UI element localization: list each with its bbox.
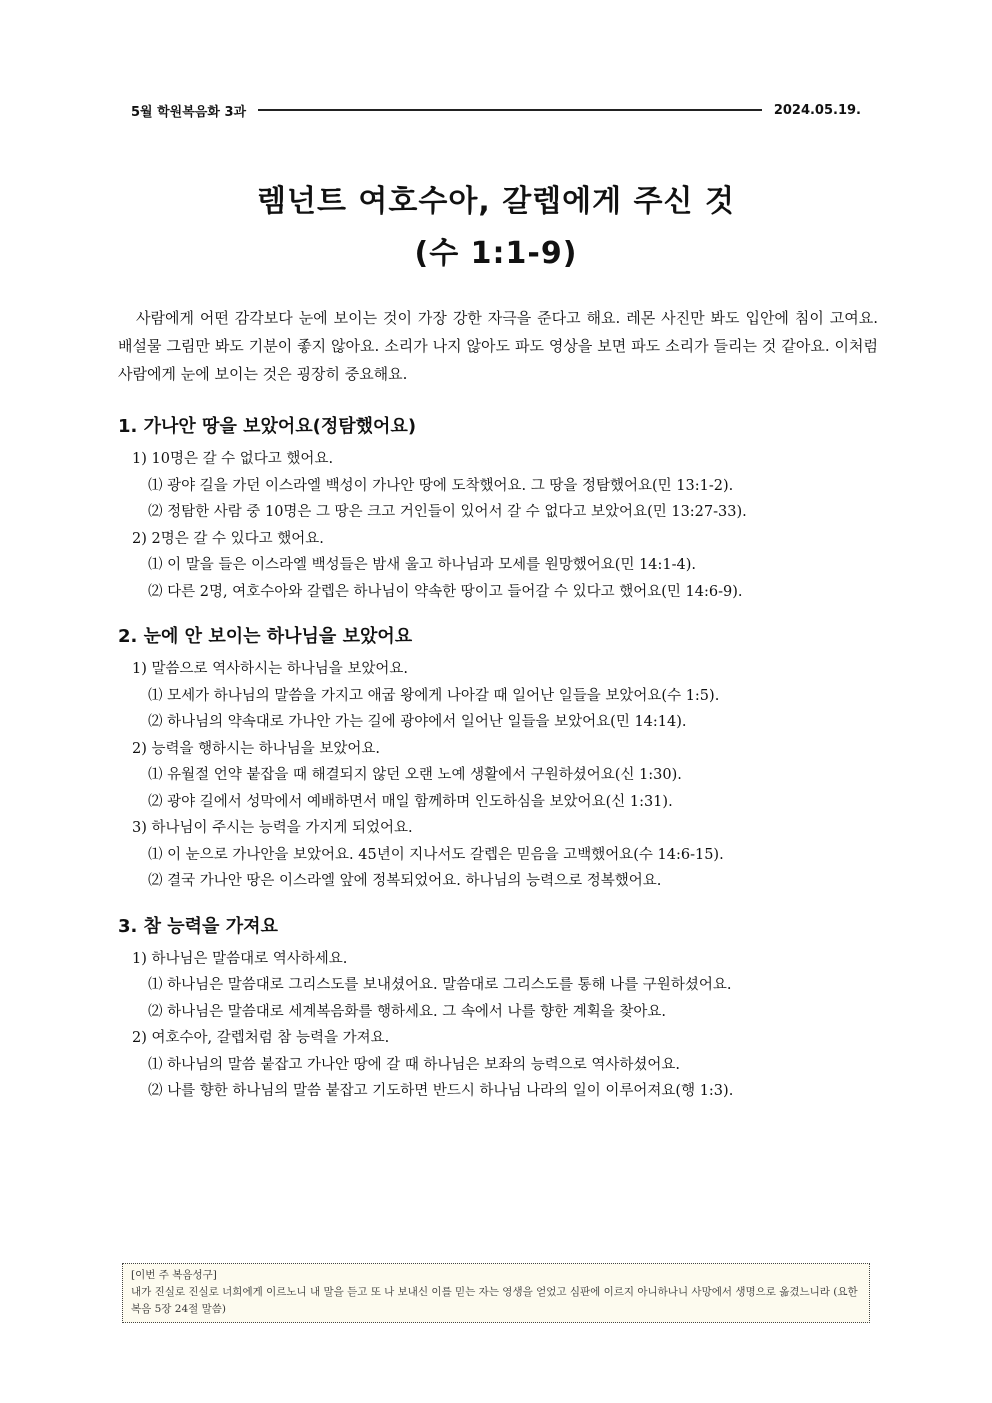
sub-point: 1) 말씀으로 역사하시는 하나님을 보았어요. (132, 661, 409, 677)
lesson-label: 5월 학원복음화 3과 (131, 104, 247, 120)
page-title (0, 176, 992, 280)
title-line-reference: (수 1:1-9) (414, 236, 578, 271)
title-line-main: 렘넌트 여호수아, 갈렙에게 주신 것 (257, 184, 735, 219)
detail-item: ⑴ 유월절 언약 붙잡을 때 해결되지 않던 오랜 노예 생활에서 구원하셨어요(신 1:30). (148, 767, 682, 783)
detail-item: ⑵ 하나님은 말씀대로 세계복음화를 행하세요. 그 속에서 나를 향한 계획을 찾아요. (148, 1003, 667, 1020)
detail-item: ⑵ 다른 2명, 여호수아와 갈렙은 하나님이 약속한 땅이고 들어갈 수 있다고 했어요(민 14:6-9). (148, 583, 743, 600)
detail-item: ⑵ 나를 향한 하나님의 말씀 붙잡고 기도하면 반드시 하나님 나라의 일이 이루어져요(행 1:3). (148, 1083, 734, 1099)
detail-item: ⑵ 하나님의 약속대로 가나안 가는 길에 광야에서 일어난 일들을 보았어요(민 14:14). (148, 714, 687, 730)
detail-item: ⑴ 모세가 하나님의 말씀을 가지고 애굽 왕에게 나아갈 때 일어난 일들을 보았어요(수 1:5). (148, 687, 720, 704)
memory-verse-label: [이번 주 복음성구] (131, 1269, 217, 1281)
memory-verse-text: 내가 진실로 진실로 너희에게 이르노니 내 말을 듣고 또 나 보내신 이를 믿는 자는 영생을 얻었고 심판에 이르지 아니하나니 사망에서 생명으로 옮겼느니라 (요한복음 5장 24절 말씀) (131, 1286, 858, 1315)
memory-verse-box (122, 1263, 870, 1323)
detail-item: ⑴ 이 말을 들은 이스라엘 백성들은 밤새 울고 하나님과 모세를 원망했어요(민 14:1-4). (148, 557, 697, 573)
detail-item: ⑴ 하나님의 말씀 붙잡고 가나안 땅에 갈 때 하나님은 보좌의 능력으로 역사하셨어요. (148, 1056, 681, 1073)
lesson-body (118, 412, 888, 1122)
detail-item: ⑴ 이 눈으로 가나안을 보았어요. 45년이 지나서도 갈렙은 믿음을 고백했어요(수 14:6-15). (148, 846, 724, 863)
header-rule (258, 109, 762, 111)
sub-point: 2) 2명은 갈 수 있다고 했어요. (132, 530, 324, 547)
sub-point: 2) 여호수아, 갈렙처럼 참 능력을 가져요. (132, 1030, 390, 1046)
sub-point: 3) 하나님이 주시는 능력을 가지게 되었어요. (132, 820, 413, 836)
detail-item: ⑴ 광야 길을 가던 이스라엘 백성이 가나안 땅에 도착했어요. 그 땅을 정탐했어요(민 13:1-2). (148, 477, 734, 494)
section-heading: 3. 참 능력을 가져요 (118, 915, 278, 937)
detail-item: ⑴ 하나님은 말씀대로 그리스도를 보내셨어요. 말씀대로 그리스도를 통해 나를 구원하셨어요. (148, 977, 732, 993)
section-1 (118, 412, 888, 605)
sub-point: 1) 10명은 갈 수 없다고 했어요. (132, 451, 334, 467)
intro-paragraph: 사람에게 어떤 감각보다 눈에 보이는 것이 가장 강한 자극을 준다고 해요. 레몬 사진만 봐도 입안에 침이 고여요. 배설물 그림만 봐도 기분이 좋지 않아요. 소리가 나지 않아도 파도 영상을 보면 파도 소리가 들리는 것 같아요. 이처럼 사람에게 눈에 보이는 것은 굉장히 중요해요. (118, 309, 878, 383)
section-heading: 1. 가나안 땅을 보았어요(정탐했어요) (118, 416, 417, 437)
section-3 (118, 912, 888, 1105)
sub-point: 1) 하나님은 말씀대로 역사하세요. (132, 950, 348, 967)
page-header (131, 99, 861, 121)
detail-item: ⑵ 정탐한 사람 중 10명은 그 땅은 크고 거인들이 있어서 갈 수 없다고 보았어요(민 13:27-33). (148, 504, 747, 520)
section-heading: 2. 눈에 안 보이는 하나님을 보았어요 (118, 626, 413, 647)
section-2 (118, 622, 888, 895)
sub-point: 2) 능력을 행하시는 하나님을 보았어요. (132, 740, 381, 757)
lesson-date: 2024.05.19. (773, 102, 861, 118)
detail-item: ⑵ 결국 가나안 땅은 이스라엘 앞에 정복되었어요. 하나님의 능력으로 정복했어요. (148, 873, 662, 889)
detail-item: ⑵ 광야 길에서 성막에서 예배하면서 매일 함께하며 인도하심을 보았어요(신 1:31). (148, 793, 673, 810)
